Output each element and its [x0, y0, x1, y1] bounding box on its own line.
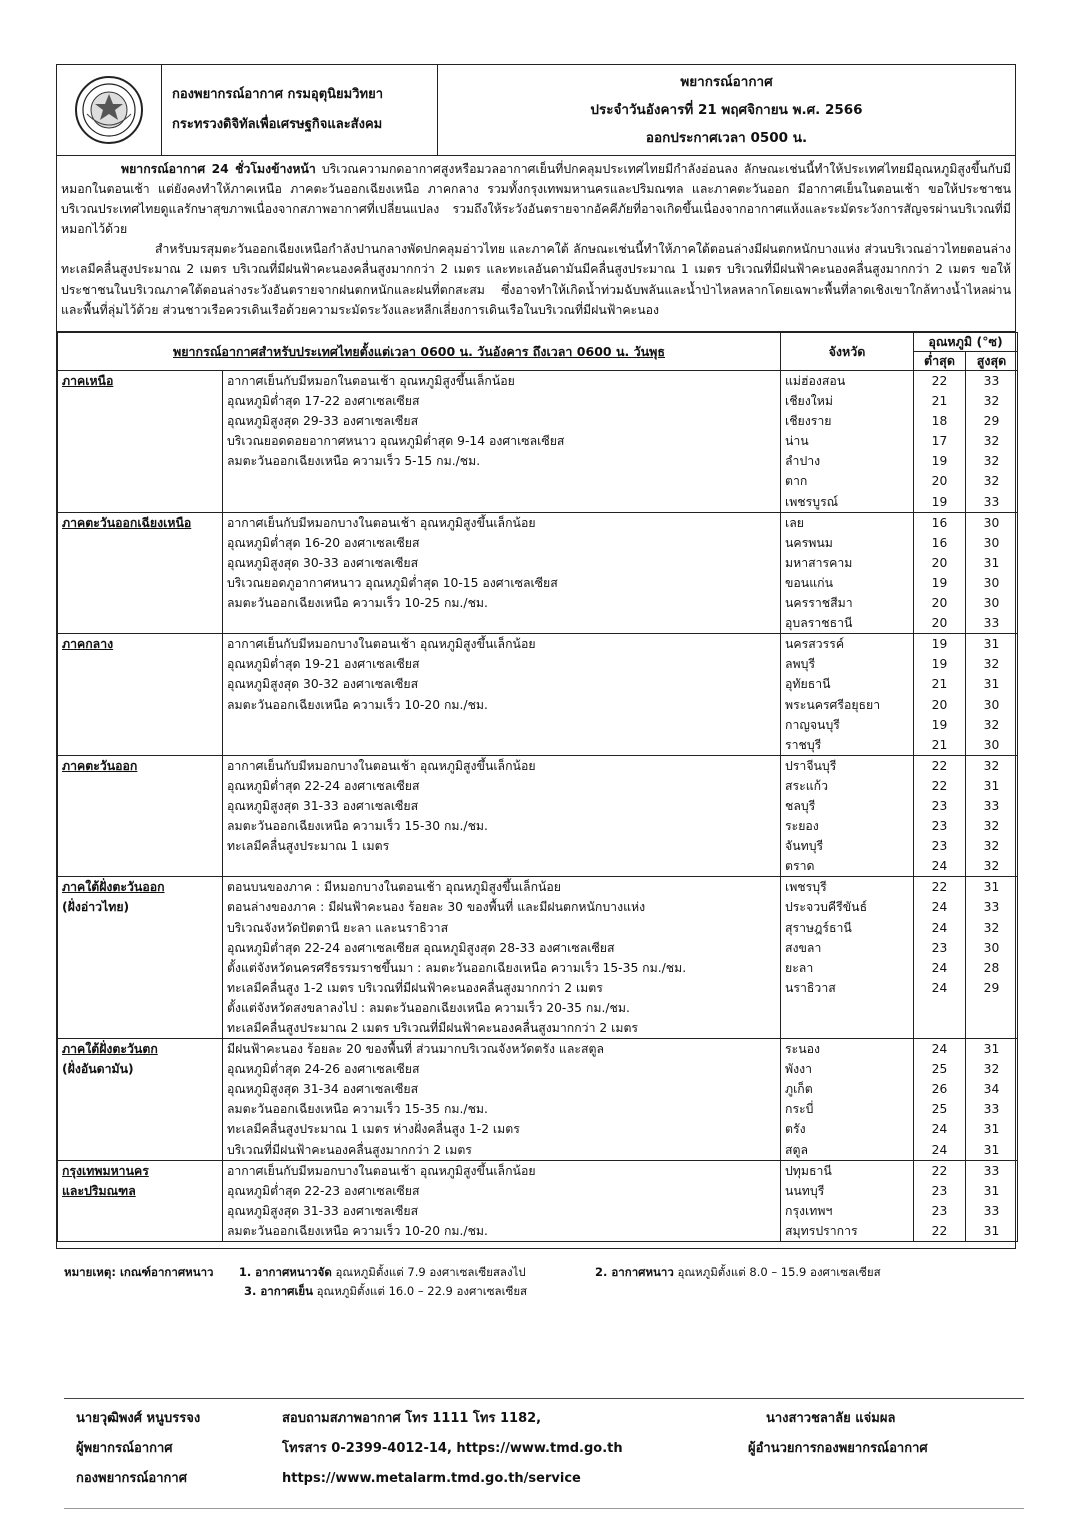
criteria-3-text: อุณหภูมิตั้งแต่ 16.0 – 22.9 องศาเซลเซียส [313, 1284, 528, 1298]
min-temp: 23 [931, 1183, 948, 1198]
region-subname: และปริมณฑล [62, 1183, 136, 1198]
max-temp: 32 [983, 434, 1000, 449]
max-temp-cell [966, 634, 1018, 756]
criteria-1-text: อุณหภูมิตั้งแต่ 7.9 องศาเซลเซียสลงไป [331, 1265, 526, 1279]
max-temp-cell [966, 1160, 1018, 1241]
max-temp: 32 [983, 859, 1000, 874]
forecaster-signature [76, 1404, 200, 1494]
region-forecast: อากาศเย็นกับมีหมอกบางในตอนเช้า อุณหภูมิสูงขึ้นเล็กน้อย อุณหภูมิต่ำสุด 19-21 องศาเซลเซียส อุณหภูมิสูงสุด 30-32 องศาเซลเซียส ลมตะวันออกเฉียงเหนือ ความเร็ว 10-20 กม./ชม. [223, 634, 781, 756]
province-name: สตูล [785, 1142, 809, 1157]
min-temp: 20 [931, 616, 948, 631]
min-temp-cell [914, 1160, 966, 1241]
region-name-cell [58, 1160, 223, 1241]
doc-date: ประจำวันอังคารที่ 21 พฤศจิกายน พ.ศ. 2566 [590, 102, 863, 118]
province-name: ราชบุรี [785, 737, 822, 752]
max-temp: 32 [983, 454, 1000, 469]
min-temp: 20 [931, 697, 948, 712]
min-temp: 17 [931, 434, 948, 449]
min-temp: 22 [931, 1223, 948, 1238]
max-temp: 32 [983, 717, 1000, 732]
max-temp: 31 [983, 1042, 1000, 1057]
intro-paragraph-2: สำหรับมรสุมตะวันออกเฉียงเหนือกำลังปานกลางพัดปกคลุมอ่าวไทย และภาคใต้ ลักษณะเช่นนี้ทำให้ภาคใต้ตอนล่างมีฝนตกหนักบางแห่ง ส่วนบริเวณอ่าวไทยตอนล่าง ทะเลมีคลื่นสูงประมาณ 2 เมตร บริเวณที่มีฝนฟ้าคะนองคลื่นสูงมากกว่า 2 เมตร และทะเลอันดามันมีคลื่นสูงประมาณ 1 เมตร บริเวณที่มีฝนฟ้าคะนองคลื่นสูงมากกว่า 2 เมตร ขอให้ประชาชนในบริเวณภาคใต้ตอนล่างระวังอันตรายจากฝนตกหนักและฝนที่ตกสะสม ซึ่งอาจทำให้เกิดน้ำท่วมฉับพลันและน้ำป่าไหลหลากโดยเฉพาะพื้นที่ลาดเชิงเขาใกล้ทางน้ำไหลผ่านและพื้นที่ลุ่มไว้ด้วย ส่วนชาวเรือควรเดินเรือด้วยความระมัดระวังและหลีกเลี่ยงการเดินเรือในบริเวณที่มีฝนฟ้าคะนอง [61, 242, 1011, 317]
min-temp: 21 [931, 394, 948, 409]
region-name: ภาคกลาง [62, 637, 114, 652]
province-name-cell [781, 371, 914, 513]
min-temp: 26 [931, 1082, 948, 1097]
min-temp: 22 [931, 880, 948, 895]
forecaster-name: นายวุฒิพงศ์ หนูบรรจง [76, 1411, 201, 1426]
region-name-cell [58, 634, 223, 756]
forecaster-division: กองพยากรณ์อากาศ [76, 1471, 187, 1486]
province-name: อุทัยธานี [785, 677, 831, 692]
province-name: เพชรบูรณ์ [785, 494, 839, 509]
max-temp: 33 [983, 374, 1000, 388]
province-name: ชลบุรี [785, 798, 816, 813]
title-cell [438, 65, 1015, 155]
forecaster-title: ผู้พยากรณ์อากาศ [76, 1441, 173, 1456]
province-name-cell [781, 755, 914, 877]
province-name: สุราษฎร์ธานี [785, 920, 852, 935]
max-temp: 30 [983, 515, 1000, 530]
max-temp-cell [966, 371, 1018, 513]
organization-cell [162, 65, 438, 155]
max-temp: 32 [983, 819, 1000, 834]
province-name: เพชรบุรี [785, 880, 827, 895]
min-temp: 24 [931, 980, 948, 995]
min-temp: 24 [931, 960, 948, 975]
min-temp-cell [914, 755, 966, 877]
intro-paragraph-1 [61, 159, 1011, 239]
region-forecast: อากาศเย็นกับมีหมอกบางในตอนเช้า อุณหภูมิสูงขึ้นเล็กน้อย อุณหภูมิต่ำสุด 22-24 องศาเซลเซียส อุณหภูมิสูงสุด 31-33 องศาเซลเซียส ลมตะวันออกเฉียงเหนือ ความเร็ว 15-30 กม./ชม. ทะเลมีคลื่นสูงประมาณ 1 เมตร [223, 755, 781, 877]
province-name-cell [781, 877, 914, 1039]
max-temp: 31 [983, 1142, 1000, 1157]
criteria-2-title: 2. อากาศหนาว [595, 1265, 674, 1279]
province-name: นราธิวาส [785, 980, 836, 995]
min-temp: 19 [931, 657, 948, 672]
region-row [58, 1160, 1018, 1241]
region-name: ภาคใต้ฝั่งตะวันออก [62, 880, 165, 895]
min-temp-cell [914, 634, 966, 756]
min-temp: 23 [931, 940, 948, 955]
cold-criteria-note [64, 1263, 881, 1301]
min-temp: 18 [931, 414, 948, 429]
min-temp: 16 [931, 535, 948, 550]
province-name: ขอนแก่น [785, 575, 833, 590]
document-header [57, 65, 1015, 156]
province-name: ระยอง [785, 819, 819, 834]
province-name: นครพนม [785, 535, 833, 550]
max-temp: 31 [983, 1223, 1000, 1238]
province-name: สมุทรปราการ [785, 1223, 858, 1238]
max-temp-cell [966, 1039, 1018, 1161]
max-temp: 32 [983, 1062, 1000, 1077]
min-temp: 23 [931, 819, 948, 834]
max-temp: 33 [983, 1203, 1000, 1218]
max-temp-header: สูงสุด [966, 352, 1018, 371]
region-forecast: อากาศเย็นกับมีหมอกในตอนเช้า อุณหภูมิสูงขึ้นเล็กน้อย อุณหภูมิต่ำสุด 17-22 องศาเซลเซียส อุณหภูมิสูงสุด 29-33 องศาเซลเซียส บริเวณยอดดอยอากาศหนาว อุณหภูมิต่ำสุด 9-14 องศาเซลเซียส ลมตะวันออกเฉียงเหนือ ความเร็ว 5-15 กม./ชม. [223, 371, 781, 513]
min-temp: 20 [931, 596, 948, 611]
region-name-cell [58, 1039, 223, 1161]
max-temp: 32 [983, 920, 1000, 935]
province-name: ประจวบคีรีขันธ์ [785, 900, 868, 915]
min-temp: 19 [931, 454, 948, 469]
logo-cell [57, 65, 162, 155]
min-temp: 24 [931, 920, 948, 935]
province-name: พระนครศรีอยุธยา [785, 697, 881, 712]
contact-fax-web[interactable]: โทรสาร 0-2399-4012-14, https://www.tmd.go.th [282, 1441, 623, 1456]
province-name: สงขลา [785, 940, 822, 955]
min-temp: 24 [931, 1142, 948, 1157]
region-name-cell [58, 512, 223, 634]
province-name-cell [781, 1160, 914, 1241]
intro-lead: พยากรณ์อากาศ 24 ชั่วโมงข้างหน้า [121, 162, 316, 176]
province-name: นนทบุรี [785, 1183, 825, 1198]
province-name: ยะลา [785, 960, 814, 975]
max-temp: 31 [983, 1183, 1000, 1198]
director-name: นางสาวชลาลัย แจ่มผล [766, 1411, 896, 1426]
region-name-cell [58, 755, 223, 877]
contact-service-link[interactable]: https://www.metalarm.tmd.go.th/service [282, 1471, 581, 1486]
min-temp-cell [914, 1039, 966, 1161]
region-subname: (ฝั่งอันดามัน) [62, 1062, 134, 1077]
min-temp: 22 [931, 778, 948, 793]
forecast-document [56, 64, 1016, 1249]
max-temp: 33 [983, 900, 1000, 915]
max-temp: 30 [983, 737, 1000, 752]
region-name: ภาคตะวันออกเฉียงเหนือ [62, 515, 192, 530]
note-label: หมายเหตุ: เกณฑ์อากาศหนาว [64, 1265, 214, 1279]
region-forecast: อากาศเย็นกับมีหมอกบางในตอนเช้า อุณหภูมิสูงขึ้นเล็กน้อย อุณหภูมิต่ำสุด 22-23 องศาเซลเซียส อุณหภูมิสูงสุด 31-33 องศาเซลเซียส ลมตะวันออกเฉียงเหนือ ความเร็ว 10-20 กม./ชม. [223, 1160, 781, 1241]
director-title: ผู้อำนวยการกองพยากรณ์อากาศ [748, 1441, 928, 1456]
province-name: ตรัง [785, 1122, 806, 1137]
issue-time: ออกประกาศเวลา 0500 น. [645, 130, 808, 146]
province-name: เชียงราย [785, 414, 832, 429]
min-temp-header: ต่ำสุด [914, 352, 966, 371]
min-temp: 23 [931, 1203, 948, 1218]
province-name: ตาก [785, 474, 808, 489]
max-temp: 28 [983, 960, 1000, 975]
province-name: จันทบุรี [785, 839, 824, 854]
min-temp: 20 [931, 474, 948, 489]
min-temp: 22 [931, 374, 948, 388]
max-temp-cell [966, 512, 1018, 634]
region-forecast: ตอนบนของภาค : มีหมอกบางในตอนเช้า อุณหภูมิสูงขึ้นเล็กน้อย ตอนล่างของภาค : มีฝนฟ้าคะนอง ร้อยละ 30 ของพื้นที่ และมีฝนตกหนักบางแห่ง บริเวณจังหวัดปัตตานี ยะลา และนราธิวาส อุณหภูมิต่ำสุด 22-24 องศาเซลเซียส อุณหภูมิสูงสุด 28-33 องศาเซลเซียส ตั้งแต่จังหวัดนครศรีธรรมราชขึ้นมา : ลมตะวันออกเฉียงเหนือ ความเร็ว 15-35 กม./ชม. ทะเลมีคลื่นสูง 1-2 เมตร บริเวณที่มีฝนฟ้าคะนองคลื่นสูงมากกว่า 2 เมตร ตั้งแต่จังหวัดสงขลาลงไป : ลมตะวันออกเฉียงเหนือ ความเร็ว 20-35 กม./ชม. ทะเลมีคลื่นสูงประมาณ 2 เมตร บริเวณที่มีฝนฟ้าคะนองคลื่นสูงมากกว่า 2 เมตร [223, 877, 781, 1039]
max-temp: 31 [983, 880, 1000, 895]
region-forecast: อากาศเย็นกับมีหมอกบางในตอนเช้า อุณหภูมิสูงขึ้นเล็กน้อย อุณหภูมิต่ำสุด 16-20 องศาเซลเซียส อุณหภูมิสูงสุด 30-33 องศาเซลเซียส บริเวณยอดภูอากาศหนาว อุณหภูมิต่ำสุด 10-15 องศาเซลเซียส ลมตะวันออกเฉียงเหนือ ความเร็ว 10-25 กม./ชม. [223, 512, 781, 634]
criteria-3-title: 3. อากาศเย็น [244, 1284, 313, 1298]
min-temp: 22 [931, 1163, 948, 1178]
tmd-seal-logo [73, 74, 145, 146]
province-name: ภูเก็ต [785, 1082, 813, 1097]
min-temp: 22 [931, 758, 948, 773]
region-row [58, 371, 1018, 513]
max-temp: 30 [983, 940, 1000, 955]
province-name: กระบี่ [785, 1102, 814, 1117]
footer-divider [64, 1398, 1024, 1399]
region-row [58, 512, 1018, 634]
region-row [58, 634, 1018, 756]
forecast-period-header: พยากรณ์อากาศสำหรับประเทศไทยตั้งแต่เวลา 0600 น. วันอังคาร ถึงเวลา 0600 น. วันพุธ [58, 333, 781, 371]
max-temp: 31 [983, 1122, 1000, 1137]
max-temp-cell [966, 755, 1018, 877]
region-row [58, 877, 1018, 1039]
region-forecast: มีฝนฟ้าคะนอง ร้อยละ 20 ของพื้นที่ ส่วนมากบริเวณจังหวัดตรัง และสตูล อุณหภูมิต่ำสุด 24-26 องศาเซลเซียส อุณหภูมิสูงสุด 31-34 องศาเซลเซียส ลมตะวันออกเฉียงเหนือ ความเร็ว 15-35 กม./ชม. ทะเลมีคลื่นสูงประมาณ 1 เมตร ห่างฝั่งคลื่นสูง 1-2 เมตร บริเวณที่มีฝนฟ้าคะนองคลื่นสูงมากกว่า 2 เมตร [223, 1039, 781, 1161]
min-temp-cell [914, 877, 966, 1039]
max-temp: 31 [983, 677, 1000, 692]
forecast-table [57, 332, 1018, 1242]
region-name: กรุงเทพมหานคร [62, 1163, 149, 1178]
min-temp: 24 [931, 859, 948, 874]
max-temp: 33 [983, 1163, 1000, 1178]
province-name: ลพบุรี [785, 657, 816, 672]
province-name: สระแก้ว [785, 778, 828, 793]
criteria-2-text: อุณหภูมิตั้งแต่ 8.0 – 15.9 องศาเซลเซียส [673, 1265, 881, 1279]
intro-text-1: บริเวณความกดอากาศสูงหรือมวลอากาศเย็นที่ปกคลุมประเทศไทยมีกำลังอ่อนลง ลักษณะเช่นนี้ทำให้ประเทศไทยมีอุณหภูมิสูงขึ้นกับมีหมอกในตอนเช้า แต่ยังคงทำให้ภาคเหนือ ภาคตะวันออกเฉียงเหนือ ภาคกลาง รวมทั้งกรุงเทพมหานครและปริมณฑล และภาคตะวันออก มีอากาศเย็นในตอนเช้า ขอให้ประชาชนบริเวณประเทศไทยดูแลรักษาสุขภาพเนื่องจากสภาพอากาศที่เปลี่ยนแปลง รวมถึงให้ระวังอันตรายจากอัคคีภัยที่อาจเกิดขึ้นเนื่องจากอากาศแห้งและระมัดระวังการสัญจรผ่านบริเวณที่มีหมอกไว้ด้วย [61, 162, 1011, 237]
doc-title: พยากรณ์อากาศ [680, 74, 773, 90]
min-temp: 24 [931, 900, 948, 915]
province-header: จังหวัด [781, 333, 914, 371]
max-temp: 29 [983, 414, 1000, 429]
min-temp: 24 [931, 1122, 948, 1137]
max-temp: 31 [983, 637, 1000, 652]
max-temp: 30 [983, 575, 1000, 590]
province-name: มหาสารคาม [785, 555, 853, 570]
province-name-cell [781, 1039, 914, 1161]
page-bottom-rule [64, 1508, 1024, 1509]
province-name: ระนอง [785, 1042, 821, 1057]
province-name: ปราจีนบุรี [785, 758, 837, 773]
max-temp: 33 [983, 616, 1000, 631]
province-name: แม่ฮ่องสอน [785, 374, 846, 388]
max-temp: 33 [983, 1102, 1000, 1117]
min-temp: 24 [931, 1042, 948, 1057]
max-temp: 30 [983, 596, 1000, 611]
temperature-header: อุณหภูมิ (°ซ) [914, 333, 1018, 352]
province-name-cell [781, 634, 914, 756]
min-temp: 21 [931, 677, 948, 692]
contact-phone: สอบถามสภาพอากาศ โทร 1111 โทร 1182, [282, 1411, 542, 1426]
max-temp: 31 [983, 778, 1000, 793]
min-temp: 19 [931, 575, 948, 590]
ministry-name: กระทรวงดิจิทัลเพื่อเศรษฐกิจและสังคม [172, 117, 383, 132]
region-name: ภาคตะวันออก [62, 758, 138, 773]
province-name: น่าน [785, 434, 809, 449]
max-temp-cell [966, 877, 1018, 1039]
max-temp: 34 [983, 1082, 1000, 1097]
min-temp-cell [914, 512, 966, 634]
province-name-cell [781, 512, 914, 634]
max-temp: 33 [983, 798, 1000, 813]
max-temp: 30 [983, 697, 1000, 712]
forecast-table-body [58, 371, 1018, 1242]
min-temp: 23 [931, 839, 948, 854]
org-name: กองพยากรณ์อากาศ กรมอุตุนิยมวิทยา [172, 87, 384, 102]
province-name: นครสวรรค์ [785, 637, 845, 652]
province-name: ปทุมธานี [785, 1163, 832, 1178]
province-name: เชียงใหม่ [785, 394, 833, 409]
min-temp: 19 [931, 637, 948, 652]
min-temp: 20 [931, 555, 948, 570]
province-name: พังงา [785, 1062, 813, 1077]
max-temp: 29 [983, 980, 1000, 995]
province-name: กาญจนบุรี [785, 717, 840, 732]
region-name: ภาคใต้ฝั่งตะวันตก [62, 1042, 158, 1057]
min-temp: 21 [931, 737, 948, 752]
province-name: อุบลราชธานี [785, 616, 853, 631]
province-name: ลำปาง [785, 454, 821, 469]
region-name-cell [58, 877, 223, 1039]
region-row [58, 755, 1018, 877]
min-temp: 19 [931, 717, 948, 732]
max-temp: 31 [983, 555, 1000, 570]
min-temp: 23 [931, 798, 948, 813]
province-name: ตราด [785, 859, 815, 874]
max-temp: 32 [983, 474, 1000, 489]
min-temp: 25 [931, 1062, 948, 1077]
province-name: นครราชสีมา [785, 596, 853, 611]
max-temp: 32 [983, 758, 1000, 773]
general-situation [57, 156, 1015, 332]
max-temp: 30 [983, 535, 1000, 550]
contact-info [282, 1404, 623, 1494]
min-temp-cell [914, 371, 966, 513]
min-temp: 19 [931, 494, 948, 509]
max-temp: 32 [983, 394, 1000, 409]
criteria-1-title: 1. อากาศหนาวจัด [238, 1265, 332, 1279]
max-temp: 33 [983, 494, 1000, 509]
max-temp: 32 [983, 657, 1000, 672]
region-name: ภาคเหนือ [62, 374, 114, 388]
region-row [58, 1039, 1018, 1161]
province-name: กรุงเทพฯ [785, 1203, 833, 1218]
max-temp: 32 [983, 839, 1000, 854]
region-name-cell [58, 371, 223, 513]
region-subname: (ฝั่งอ่าวไทย) [62, 900, 130, 915]
min-temp: 25 [931, 1102, 948, 1117]
min-temp: 16 [931, 515, 948, 530]
province-name: เลย [785, 515, 804, 530]
director-signature [748, 1404, 928, 1464]
